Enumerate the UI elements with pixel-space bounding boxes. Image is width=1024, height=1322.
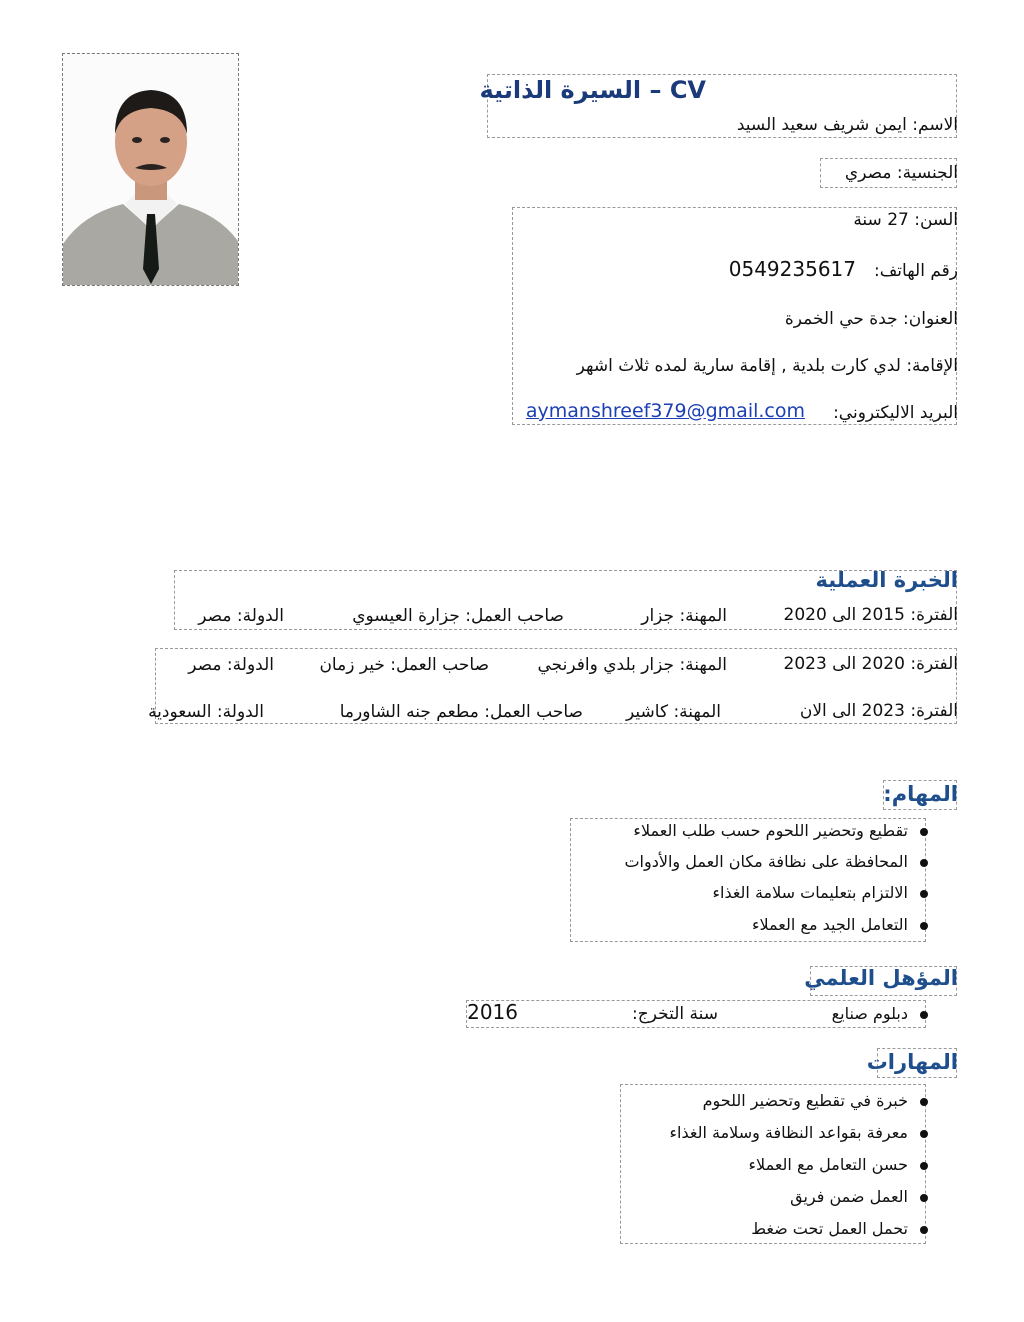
profile-photo xyxy=(62,53,239,286)
skill-item-label: حسن التعامل مع العملاء xyxy=(748,1155,908,1174)
personal-address: العنوان: جدة حي الخمرة xyxy=(784,309,958,329)
personal-phone-label: رقم الهاتف: xyxy=(873,261,958,281)
task-item xyxy=(712,882,928,904)
experience-row-2-employer: صاحب العمل: خير زمان xyxy=(319,655,489,675)
bullet-icon xyxy=(920,890,928,898)
task-item xyxy=(633,820,928,842)
skill-item-label: خبرة في تقطيع وتحضير اللحوم xyxy=(702,1091,908,1110)
personal-email-label: البريد الاليكتروني: xyxy=(833,403,958,423)
skill-item xyxy=(751,1218,928,1240)
experience-row-3-employer: صاحب العمل: مطعم جنه الشاورما xyxy=(339,702,583,722)
experience-row-3-job: المهنة: كاشير xyxy=(626,702,721,722)
cv-title: CV – السيرة الذاتية xyxy=(479,76,706,104)
skill-item-label: معرفة بقواعد النظافة وسلامة الغذاء xyxy=(669,1123,908,1142)
skills-heading: المهارات xyxy=(866,1050,958,1074)
experience-row-2-period: الفترة: 2020 الى 2023 xyxy=(783,654,958,674)
task-item-label: الالتزام بتعليمات سلامة الغذاء xyxy=(712,883,908,902)
personal-email-link[interactable]: aymanshreef379@gmail.com xyxy=(525,400,805,422)
task-item-label: التعامل الجيد مع العملاء xyxy=(751,915,908,934)
skill-item xyxy=(670,1122,929,1144)
experience-row-1-country: الدولة: مصر xyxy=(198,606,284,626)
bullet-icon xyxy=(920,1098,928,1106)
skill-item-label: العمل ضمن فريق xyxy=(790,1187,908,1206)
bullet-icon xyxy=(920,1194,928,1202)
bullet-icon xyxy=(920,828,928,836)
education-degree-item xyxy=(832,1003,928,1025)
skill-item xyxy=(703,1090,928,1112)
experience-row-2-job: المهنة: جزار بلدي وافرنجي xyxy=(537,655,727,675)
bullet-icon xyxy=(920,1162,928,1170)
bullet-icon xyxy=(920,1226,928,1234)
experience-row-3-country: الدولة: السعودية xyxy=(148,702,264,722)
education-heading: المؤهل العلمي xyxy=(804,966,958,990)
education-degree: دبلوم صنايع xyxy=(831,1004,908,1023)
skill-item-label: تحمل العمل تحت ضغط xyxy=(751,1219,908,1238)
experience-row-3-period: الفترة: 2023 الى الان xyxy=(799,701,958,721)
tasks-heading: المهام: xyxy=(883,782,958,806)
experience-row-2-country: الدولة: مصر xyxy=(188,655,274,675)
personal-name: الاسم: ايمن شريف سعيد السيد xyxy=(736,115,958,135)
personal-phone-value: 0549235617 xyxy=(728,257,856,281)
bullet-icon xyxy=(920,1011,928,1019)
experience-row-1-employer: صاحب العمل: جزارة العيسوي xyxy=(352,606,564,626)
bullet-icon xyxy=(920,1130,928,1138)
education-grad-year: 2016 xyxy=(467,1000,518,1024)
task-item-label: المحافظة على نظافة مكان العمل والأدوات xyxy=(624,852,908,871)
personal-nationality: الجنسية: مصري xyxy=(844,163,958,183)
bullet-icon xyxy=(920,922,928,930)
bullet-icon xyxy=(920,859,928,867)
personal-residence: الإقامة: لدي كارت بلدية , إقامة سارية لمده ثلاث اشهر xyxy=(576,356,958,376)
task-item xyxy=(752,914,928,936)
education-grad-label: سنة التخرج: xyxy=(632,1004,718,1024)
experience-row-1-period: الفترة: 2015 الى 2020 xyxy=(783,605,958,625)
task-item-label: تقطيع وتحضير اللحوم حسب طلب العملاء xyxy=(633,821,908,840)
skill-item xyxy=(790,1186,928,1208)
task-item xyxy=(624,851,928,873)
experience-row-1-job: المهنة: جزار xyxy=(641,606,727,626)
personal-age: السن: 27 سنة xyxy=(853,210,958,230)
experience-heading: الخبرة العملية xyxy=(815,568,958,592)
person-photo-icon xyxy=(63,54,239,286)
skill-item xyxy=(749,1154,928,1176)
